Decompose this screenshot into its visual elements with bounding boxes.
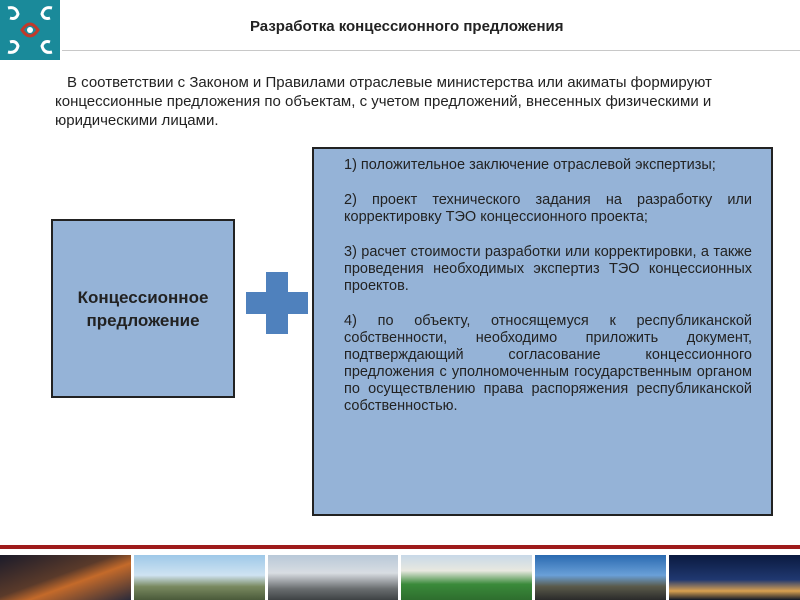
title-divider <box>62 50 800 51</box>
page-title: Разработка концессионного предложения <box>250 18 564 35</box>
footer-accent-stripe <box>0 545 800 549</box>
stadium-photo <box>401 555 532 600</box>
ornament-logo <box>0 0 60 60</box>
high-speed-train-photo <box>134 555 265 600</box>
road-photo <box>535 555 666 600</box>
requirement-item: 1) положительное заключение отраслевой экспертизы; <box>344 157 716 173</box>
requirement-item: 4) по объекту, относящемуся к республиканской собственности, необходимо приложить документ, подтверждающий согласование концессионного предложения с уполномоченным государственным органом по осуществлению права распоряжения республиканской собственностью. <box>344 313 752 414</box>
intro-paragraph: В соответствии с Законом и Правилами отраслевые министерства или акиматы формируют концессионные предложения по объектам, с учетом предложений, внесенных физическими и юридическими лицами. <box>55 74 712 129</box>
industrial-plant-photo <box>268 555 399 600</box>
footer-photo-strip <box>0 555 800 600</box>
concession-proposal-label: Концессионное предложение <box>77 287 209 330</box>
plus-icon <box>246 272 308 334</box>
requirement-item: 2) проект технического задания на разработку или корректировку ТЭО концессионного проекта; <box>344 192 752 225</box>
night-highway-photo <box>0 555 131 600</box>
requirement-item: 3) расчет стоимости разработки или корректировки, а также проведения необходимых экспертиз ТЭО концессионных проектов. <box>344 244 752 294</box>
concession-proposal-box <box>51 219 235 398</box>
night-city-photo <box>669 555 800 600</box>
requirements-panel <box>312 147 773 516</box>
